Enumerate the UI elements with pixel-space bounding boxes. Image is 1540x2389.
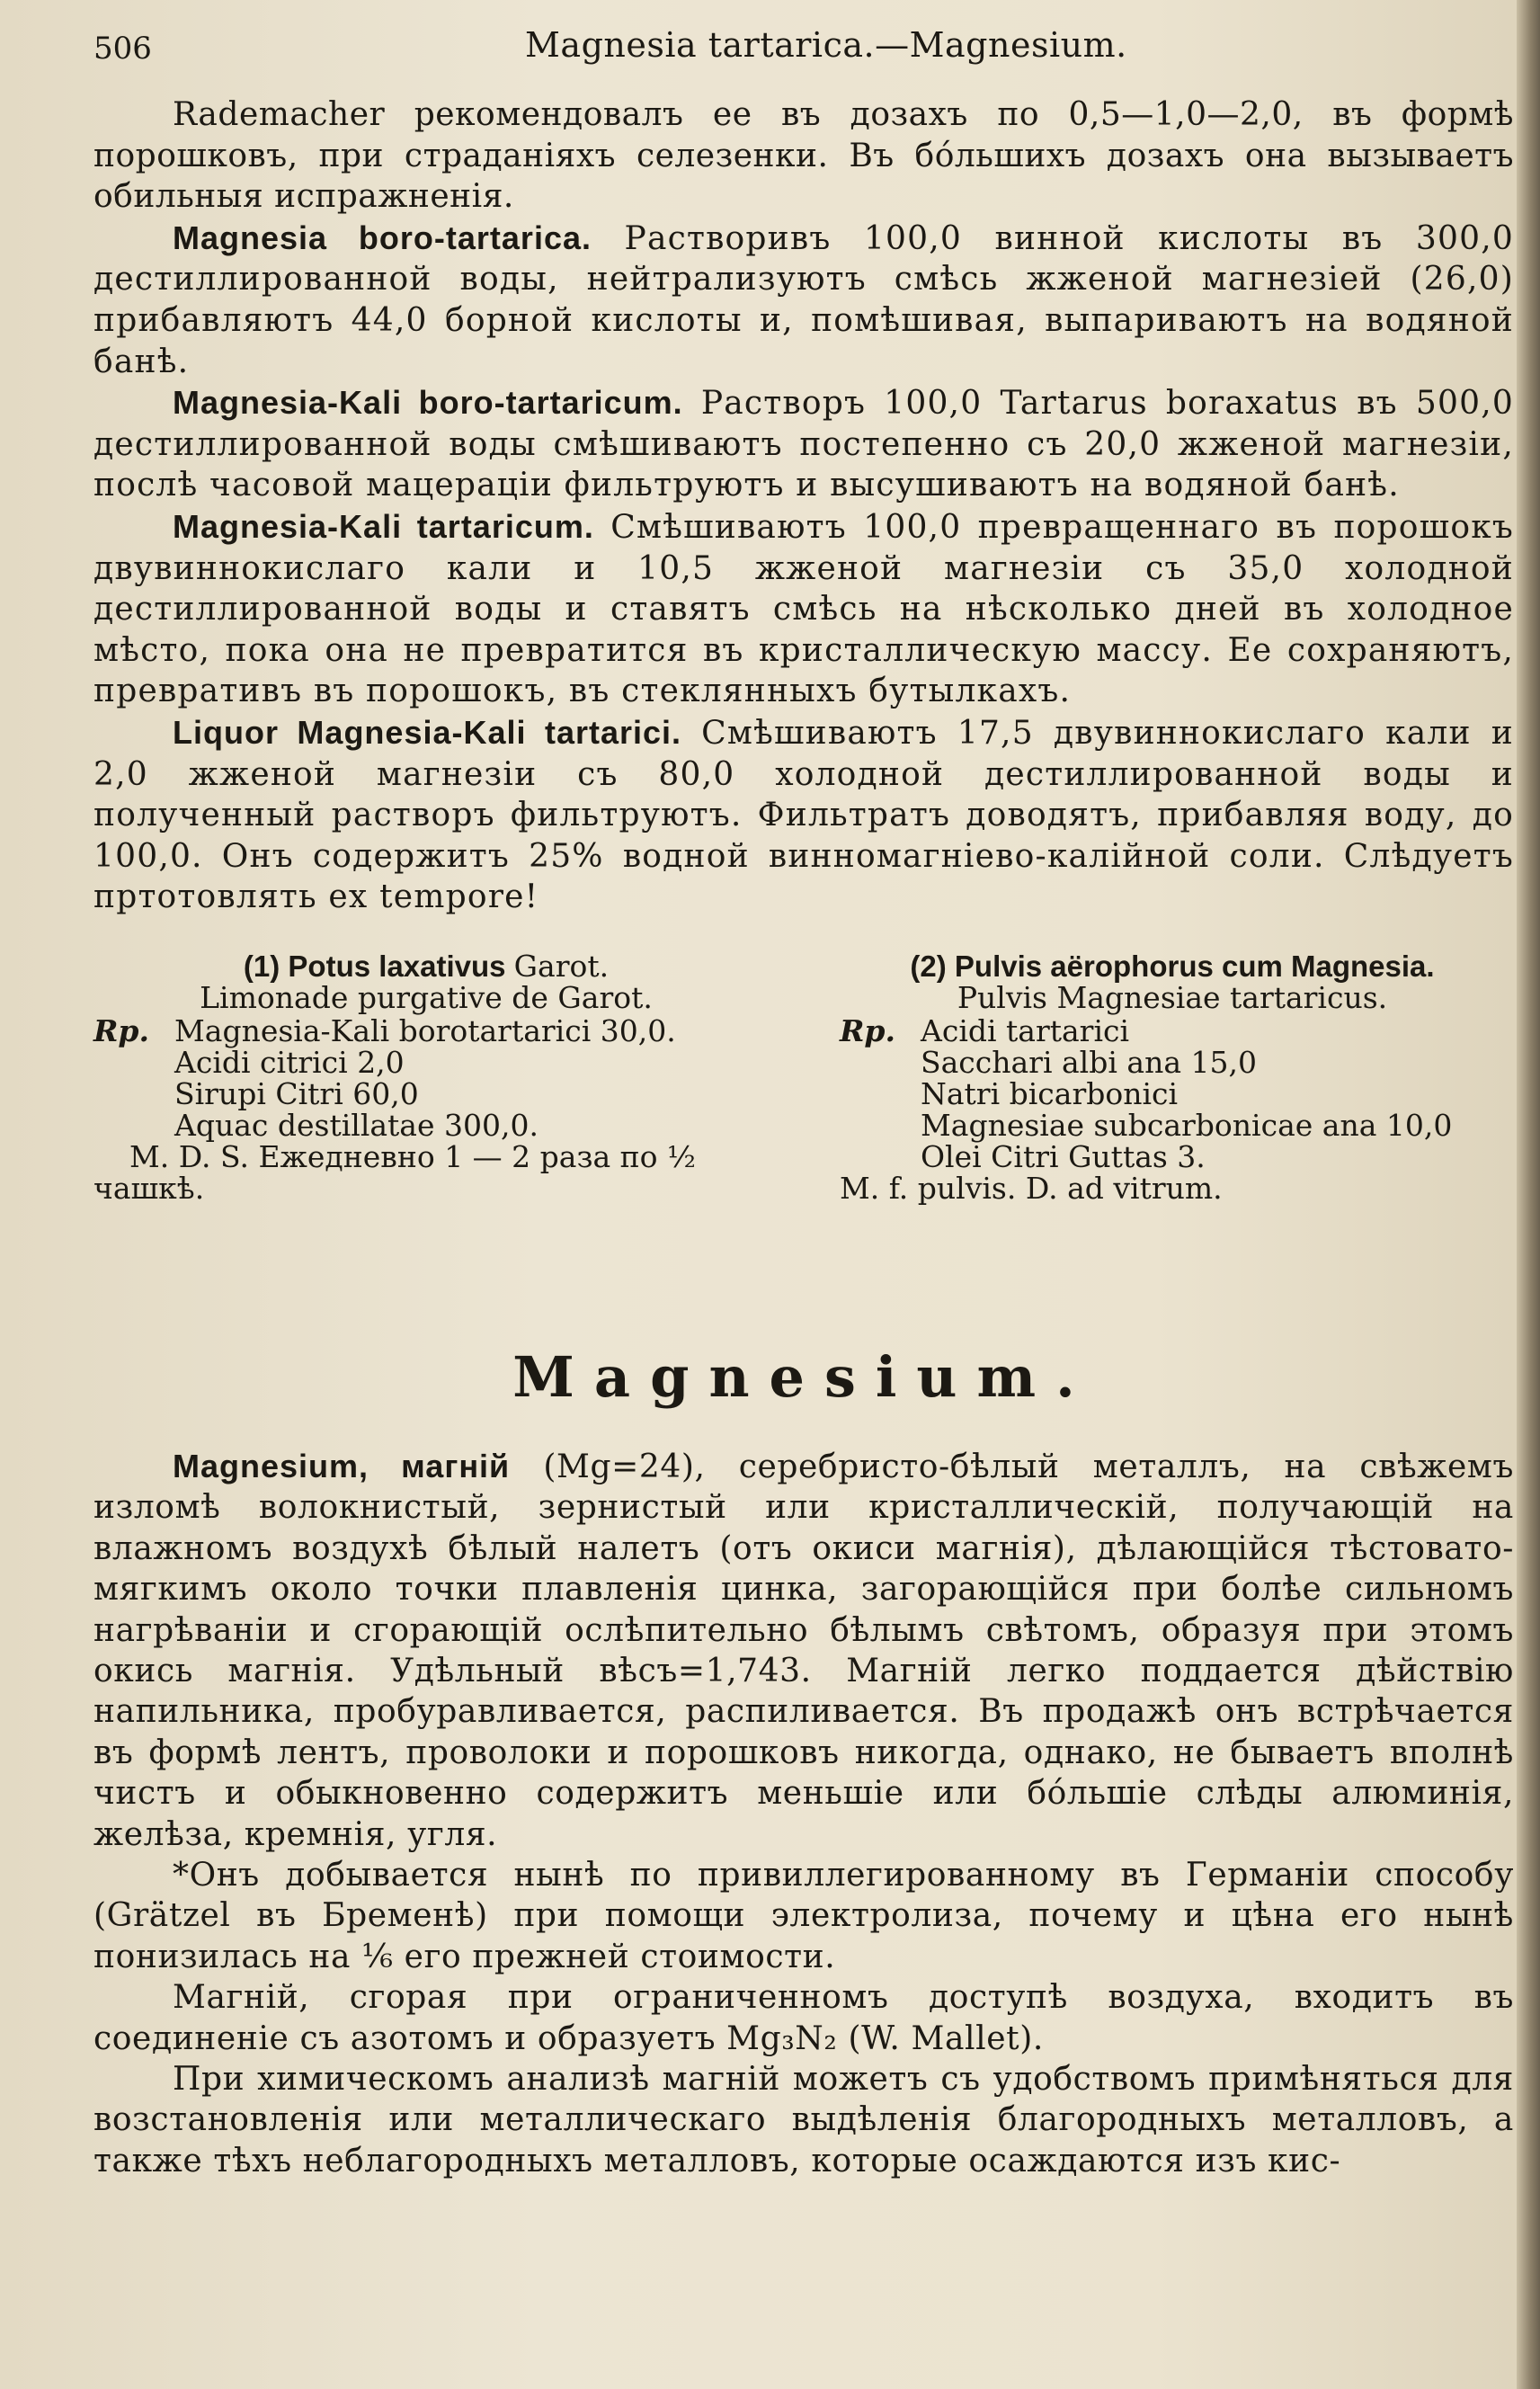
recipe-line: Acidi citrici 2,0 — [174, 1044, 405, 1080]
recipe-line: Natri bicarbonici — [921, 1075, 1179, 1111]
paragraph-term: Magnesium, магній — [173, 1447, 511, 1484]
paragraph-text: При химическомъ анализѣ магній можетъ съ удобствомъ примѣняться для возстановленія или металлическаго выдѣленія благородныхъ металловъ, а также тѣхъ неблагородныхъ металловъ, которые осаждаются изъ кис- — [93, 2060, 1514, 2180]
paragraph-magnesia-boro-tartarica — [93, 218, 1514, 382]
recipe-line: Sacchari albi ana 15,0 — [921, 1044, 1257, 1080]
rp-mark: Rp. — [93, 1012, 149, 1048]
paragraph-production — [93, 1855, 1514, 1977]
paragraph-magnesia-kali-boro-tartaricum — [93, 382, 1514, 506]
running-head: Magnesia tartarica.—Magnesium. — [525, 25, 1127, 65]
paragraph-text: Растворъ 100,0 Tartarus boraxatus въ 500,0 дестиллированной воды смѣшиваютъ постепенно съ 20,0 жженой магнезіи, послѣ часовой мацераціи фильтруютъ и высушиваютъ на водяной банѣ. — [93, 385, 1514, 504]
recipe-line: Magnesiae subcarbonicae ana 10,0 — [921, 1107, 1453, 1143]
recipe-block — [93, 950, 1514, 1247]
recipe-name: Pulvis aërophorus cum Magnesia. — [954, 949, 1435, 983]
paragraph-magnesia-kali-tartaricum — [93, 506, 1514, 712]
paragraph-text: Смѣшиваютъ 100,0 превращеннаго въ порошокъ двувиннокислаго кали и 10,5 жженой магнезіи съ 35,0 холодной дестиллированной воды и ставятъ смѣсь на нѣсколько дней въ холодное мѣсто, пока она не превратится въ кристаллическую массу. Ее сохраняютъ, превративъ въ порошокъ, въ стеклянныхъ бутылкахъ. — [93, 508, 1514, 710]
recipe-number: (1) — [243, 949, 280, 983]
section-title: Magnesium. — [512, 1343, 1095, 1410]
paragraph-text: Растворивъ 100,0 винной кислоты въ 300,0 дестиллированной воды, нейтрализуютъ смѣсь жженой магнезіей (26,0) прибавляютъ 44,0 борной кислоты и, помѣшивая, выпариваютъ на водяной банѣ. — [93, 219, 1514, 380]
page-header — [93, 25, 1496, 70]
ingredient: Acidi tartarici — [921, 1012, 1130, 1048]
paragraph-analysis — [93, 2059, 1514, 2181]
paragraph-text: Смѣшиваютъ 17,5 двувиннокислаго кали и 2,0 жженой магнезіи съ 80,0 холодной дестиллированной воды и полученный растворъ фильтруютъ. Фильтратъ доводятъ, прибавляя воду, до 100,0. Онъ содержитъ 25% водной винномагніево-калійной соли. Слѣдуетъ пртотовлять ex tempore! — [93, 714, 1514, 916]
recipe-title — [93, 950, 759, 982]
page-number: 506 — [93, 31, 152, 67]
paragraph-rademacher — [93, 94, 1514, 218]
recipe-line — [840, 1012, 1505, 1048]
recipe-name: Potus laxativus — [288, 949, 506, 983]
recipe-signa-cont: чашкѣ. — [93, 1170, 205, 1206]
paragraph-nitride — [93, 1977, 1514, 2059]
recipe-subtitle: Pulvis Magnesiae tartaricus. — [957, 979, 1388, 1015]
paragraph-text: *Онъ добывается нынѣ по привиллегированному въ Германіи способу (Grätzel въ Бременѣ) при помощи электролиза, почему и цѣна его нынѣ понизилась на ⅙ его прежней стоимости. — [93, 1856, 1514, 1975]
page-content — [93, 94, 1514, 2181]
paragraph-term: Magnesia-Kali boro-tartaricum. — [173, 384, 683, 422]
paragraph-term: Liquor Magnesia-Kali tartarici. — [173, 713, 682, 751]
recipe-subtitle: Limonade purgative de Garot. — [200, 979, 653, 1015]
rp-mark: Rp. — [840, 1012, 895, 1048]
recipe-number: (2) — [910, 949, 947, 983]
paragraph-text: Rademacher рекомендовалъ ее въ дозахъ по 0,5—1,0—2,0, въ формѣ порошковъ, при страданіяхъ селезенки. Въ бо́льшихъ дозахъ она вызываетъ обильныя испражненія. — [93, 96, 1514, 216]
recipe-signa: M. D. S. Ежедневно 1 — 2 раза по ½ — [129, 1138, 696, 1174]
paragraph-term: Magnesia-Kali tartaricum. — [173, 507, 594, 545]
paragraph-magnesium — [93, 1446, 1514, 1855]
recipe-line: Aquac destillatae 300,0. — [174, 1107, 539, 1143]
paragraph-text: Магній, сгорая при ограниченномъ доступѣ воздуха, входитъ въ соединеніе съ азотомъ и образуетъ Mg₃N₂ (W. Mallet). — [93, 1979, 1514, 2057]
paragraph-term: Magnesia boro-tartarica. — [173, 218, 592, 256]
recipe-line — [93, 1012, 759, 1048]
paragraph-text: (Mg=24), серебристо-бѣлый металлъ, на свѣжемъ изломѣ волокнистый, зернистый или кристаллическій, получающій на влажномъ воздухѣ бѣлый налетъ (отъ окиси магнія), дѣлающійся тѣстовато-мягкимъ около точки плавленія цинка, загорающійся при болѣе сильномъ нагрѣваніи и сгорающій ослѣпительно бѣлымъ свѣтомъ, образуя при этомъ окись магнія. Удѣльный вѣсъ=1,743. Магній легко поддается дѣйствію напильника, пробуравливается, распиливается. Въ продажѣ онъ встрѣчается въ формѣ лентъ, проволоки и порошковъ никогда, однако, не бываетъ вполнѣ чистъ и обыкновенно содержитъ меньшіе или бо́льшіе слѣды алюминія, желѣза, кремнія, угля. — [93, 1448, 1514, 1853]
ingredient: Magnesia-Kali borotartarici 30,0. — [174, 1012, 676, 1048]
recipe-pulvis-aerophorus — [840, 950, 1505, 1204]
recipe-line: Olei Citri Guttas 3. — [921, 1138, 1206, 1174]
recipe-line: Sirupi Citri 60,0 — [174, 1075, 419, 1111]
paragraph-liquor-magnesia-kali — [93, 712, 1514, 918]
recipe-potus-laxativus — [93, 950, 759, 1204]
recipe-title — [840, 950, 1505, 982]
recipe-signa: M. f. pulvis. D. ad vitrum. — [840, 1170, 1223, 1206]
recipe-author: Garot. — [513, 948, 610, 984]
page-edge-shadow — [1517, 0, 1540, 2389]
